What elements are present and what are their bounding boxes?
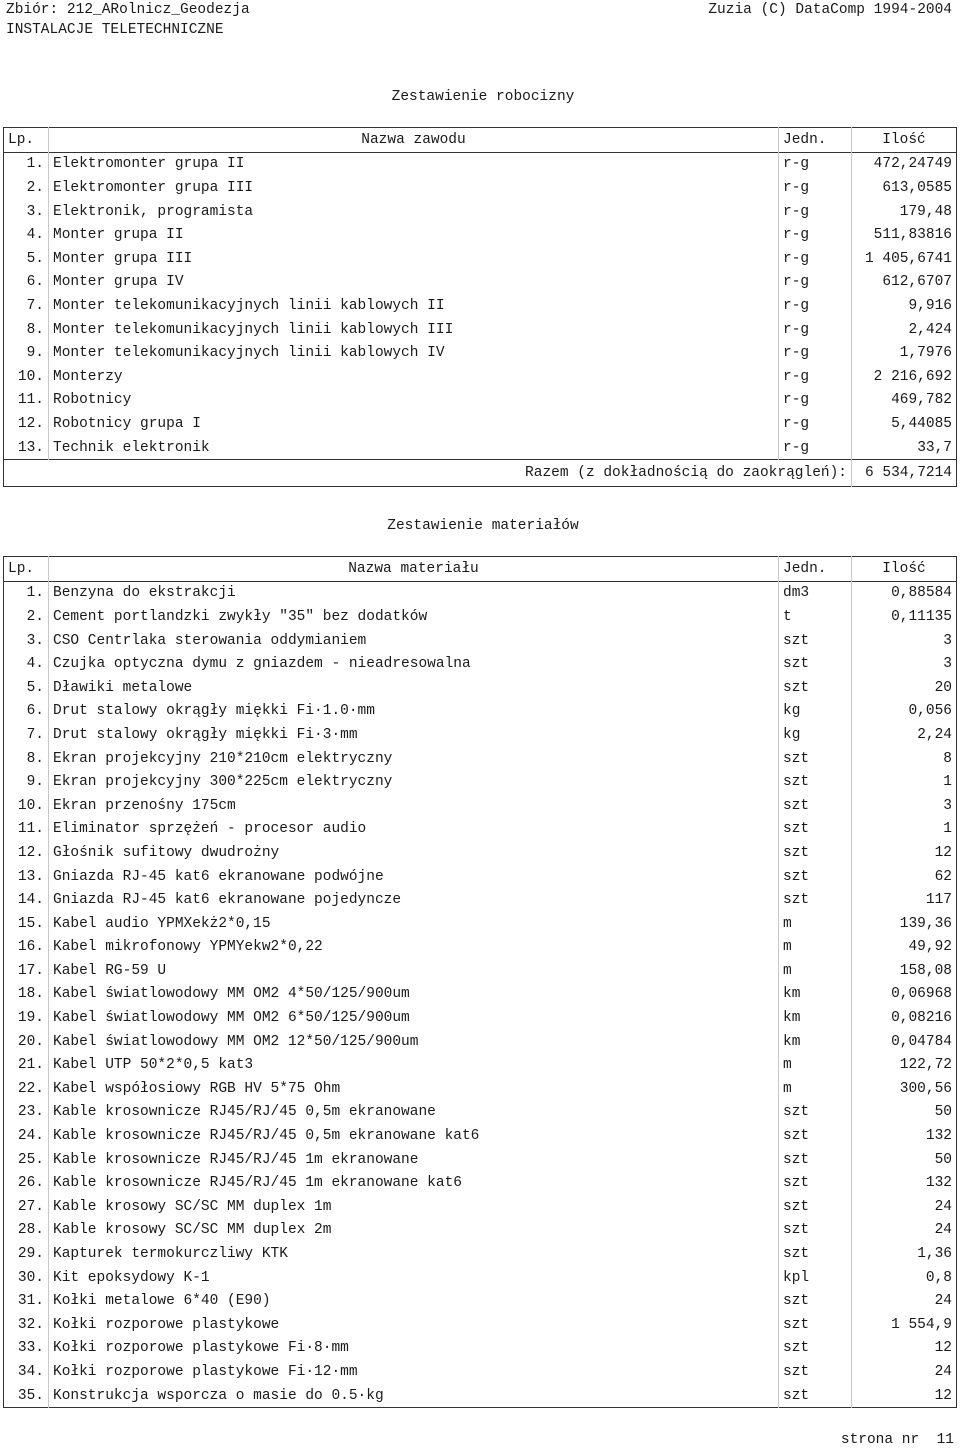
row-lp: 26.: [4, 1171, 49, 1195]
row-name: Kable krosownicze RJ45/RJ/45 0,5m ekranowane kat6: [53, 1128, 480, 1145]
row-name: Kabel światlowodowy MM OM2 4*50/125/900um: [53, 986, 410, 1003]
row-unit: r-g: [779, 271, 852, 295]
row-name: Ekran projekcyjny 300*225cm elektryczny: [53, 774, 393, 791]
row-name: Ekran przenośny 175cm: [53, 797, 236, 814]
table-row: [4, 865, 957, 889]
row-unit: m: [779, 1053, 852, 1077]
table-row: [4, 271, 957, 295]
row-qty: 12: [934, 1340, 952, 1357]
row-lp: 4.: [4, 652, 49, 676]
row-qty: 12: [934, 844, 952, 861]
row-lp: 27.: [4, 1195, 49, 1219]
table-row: [4, 1242, 957, 1266]
total-label: Razem (z dokładnością do zaokrągleń):: [4, 460, 852, 487]
table-row: [4, 676, 957, 700]
row-name: Monter grupa III: [53, 250, 193, 267]
row-lp: 13.: [4, 436, 49, 460]
row-name: Monterzy: [53, 368, 123, 385]
row-qty: 49,92: [908, 939, 952, 956]
col-unit: Jedn.: [779, 128, 852, 153]
row-unit: szt: [779, 1195, 852, 1219]
row-unit: szt: [779, 1171, 852, 1195]
table-row: [4, 605, 957, 629]
row-unit: szt: [779, 652, 852, 676]
row-qty: 179,48: [899, 203, 952, 220]
row-name: Głośnik sufitowy dwudrożny: [53, 844, 280, 861]
row-qty: 132: [925, 1175, 952, 1192]
table-row: [4, 1195, 957, 1219]
row-qty: 1,36: [917, 1246, 952, 1263]
row-unit: t: [779, 605, 852, 629]
row-unit: szt: [779, 629, 852, 653]
row-unit: r-g: [779, 412, 852, 436]
row-name: Kołki rozporowe plastykowe: [53, 1316, 280, 1333]
row-lp: 15.: [4, 912, 49, 936]
row-lp: 17.: [4, 959, 49, 983]
table-row: [4, 959, 957, 983]
row-name: Benzyna do ekstrakcji: [53, 585, 236, 602]
row-unit: szt: [779, 794, 852, 818]
row-unit: km: [779, 1006, 852, 1030]
total-value: 6 534,7214: [864, 465, 952, 482]
table-row: [4, 1289, 957, 1313]
table-row: [4, 389, 957, 413]
row-name: Technik elektronik: [53, 439, 210, 456]
row-unit: szt: [779, 818, 852, 842]
row-unit: r-g: [779, 341, 852, 365]
table-row: [4, 770, 957, 794]
row-qty: 2,24: [917, 726, 952, 743]
row-lp: 16.: [4, 936, 49, 960]
row-name: Monter grupa IV: [53, 274, 184, 291]
document-header-right: [708, 0, 952, 20]
row-name: Cement portlandzki zwykły "35" bez dodatków: [53, 608, 428, 625]
table-row: [4, 888, 957, 912]
row-qty: 33,7: [917, 439, 952, 456]
col-unit: Jedn.: [779, 557, 852, 582]
row-name: Kabel światlowodowy MM OM2 12*50/125/900um: [53, 1033, 419, 1050]
row-unit: r-g: [779, 318, 852, 342]
row-lp: 14.: [4, 888, 49, 912]
table-row: [4, 1148, 957, 1172]
row-qty: 1: [943, 821, 952, 838]
row-lp: 6.: [4, 700, 49, 724]
row-qty: 24: [934, 1198, 952, 1215]
table-row: [4, 794, 957, 818]
row-name: Robotnicy: [53, 392, 132, 409]
row-qty: 2,424: [908, 321, 952, 338]
row-unit: m: [779, 1077, 852, 1101]
row-unit: szt: [779, 676, 852, 700]
row-lp: 3.: [4, 200, 49, 224]
row-name: Kołki rozporowe plastykowe Fi·12·mm: [53, 1363, 358, 1380]
table-row: [4, 723, 957, 747]
row-qty: 3: [943, 797, 952, 814]
table-row: [4, 841, 957, 865]
row-lp: 35.: [4, 1384, 49, 1408]
row-name: Kabel mikrofonowy YPMYekw2*0,22: [53, 939, 323, 956]
table-row: [4, 294, 957, 318]
row-unit: szt: [779, 1148, 852, 1172]
row-qty: 20: [934, 679, 952, 696]
row-name: Kabel audio YPMXekż2*0,15: [53, 915, 271, 932]
row-name: Eliminator sprzężeń - procesor audio: [53, 821, 367, 838]
row-lp: 21.: [4, 1053, 49, 1077]
row-lp: 2.: [4, 176, 49, 200]
row-lp: 5.: [4, 676, 49, 700]
table-row: [4, 223, 957, 247]
row-lp: 22.: [4, 1077, 49, 1101]
labor-rows: [4, 152, 957, 460]
row-lp: 18.: [4, 983, 49, 1007]
row-name: Kable krosowy SC/SC MM duplex 1m: [53, 1198, 332, 1215]
row-name: Kapturek termokurczliwy KTK: [53, 1246, 288, 1263]
row-unit: dm3: [779, 581, 852, 605]
row-unit: m: [779, 912, 852, 936]
materials-table: [3, 556, 957, 1408]
col-lp: Lp.: [4, 128, 49, 153]
row-name: Gniazda RJ-45 kat6 ekranowane podwójne: [53, 868, 384, 885]
row-qty: 1 405,6741: [864, 250, 952, 267]
row-qty: 1: [943, 774, 952, 791]
row-lp: 32.: [4, 1313, 49, 1337]
row-qty: 0,11135: [891, 608, 952, 625]
row-lp: 20.: [4, 1030, 49, 1054]
row-lp: 9.: [4, 770, 49, 794]
row-lp: 34.: [4, 1360, 49, 1384]
labor-total-row: [4, 460, 957, 487]
row-name: Czujka optyczna dymu z gniazdem - nieadresowalna: [53, 656, 471, 673]
row-lp: 5.: [4, 247, 49, 271]
row-unit: szt: [779, 1219, 852, 1243]
table-row: [4, 200, 957, 224]
table-row: [4, 1266, 957, 1290]
row-name: Kabel współosiowy RGB HV 5*75 Ohm: [53, 1080, 341, 1097]
row-unit: szt: [779, 888, 852, 912]
row-lp: 7.: [4, 723, 49, 747]
row-name: Kołki metalowe 6*40 (E90): [53, 1293, 271, 1310]
table-row: [4, 1171, 957, 1195]
row-lp: 31.: [4, 1289, 49, 1313]
row-name: Kable krosownicze RJ45/RJ/45 1m ekranowane: [53, 1151, 419, 1168]
table-row: [4, 747, 957, 771]
row-lp: 24.: [4, 1124, 49, 1148]
row-lp: 11.: [4, 818, 49, 842]
row-lp: 1.: [4, 581, 49, 605]
col-lp: Lp.: [4, 557, 49, 582]
row-unit: szt: [779, 1384, 852, 1408]
row-qty: 24: [934, 1222, 952, 1239]
table-row: [4, 1101, 957, 1125]
row-name: CSO Centrlaka sterowania oddymianiem: [53, 632, 367, 649]
row-qty: 612,6707: [882, 274, 952, 291]
row-qty: 3: [943, 656, 952, 673]
row-unit: szt: [779, 1289, 852, 1313]
table-row: [4, 818, 957, 842]
row-qty: 0,06968: [891, 986, 952, 1003]
row-name: Drut stalowy okrągły miękki Fi·1.0·mm: [53, 703, 375, 720]
row-unit: km: [779, 1030, 852, 1054]
table-row: [4, 1337, 957, 1361]
row-unit: r-g: [779, 365, 852, 389]
page-number: strona nr 11: [840, 1432, 954, 1448]
row-qty: 9,916: [908, 297, 952, 314]
row-unit: r-g: [779, 223, 852, 247]
table-row: [4, 365, 957, 389]
row-qty: 0,8: [925, 1269, 952, 1286]
row-unit: r-g: [779, 294, 852, 318]
table-row: [4, 1384, 957, 1408]
row-name: Monter telekomunikacyjnych linii kablowych III: [53, 321, 454, 338]
row-name: Kit epoksydowy K-1: [53, 1269, 210, 1286]
table-row: [4, 152, 957, 176]
row-qty: 1,7976: [899, 345, 952, 362]
row-lp: 33.: [4, 1337, 49, 1361]
table-row: [4, 1053, 957, 1077]
row-unit: r-g: [779, 247, 852, 271]
table-row: [4, 341, 957, 365]
row-qty: 50: [934, 1151, 952, 1168]
row-qty: 50: [934, 1104, 952, 1121]
row-name: Kable krosownicze RJ45/RJ/45 1m ekranowane kat6: [53, 1175, 462, 1192]
row-lp: 4.: [4, 223, 49, 247]
labor-header-row: [4, 128, 957, 153]
row-lp: 29.: [4, 1242, 49, 1266]
software-credit: Zuzia (C) DataComp 1994-2004: [708, 2, 952, 18]
row-qty: 613,0585: [882, 179, 952, 196]
row-lp: 12.: [4, 412, 49, 436]
row-name: Elektronik, programista: [53, 203, 254, 220]
table-row: [4, 176, 957, 200]
row-name: Kable krosowy SC/SC MM duplex 2m: [53, 1222, 332, 1239]
table-row: [4, 1077, 957, 1101]
row-lp: 13.: [4, 865, 49, 889]
row-qty: 139,36: [899, 915, 952, 932]
row-name: Kołki rozporowe plastykowe Fi·8·mm: [53, 1340, 349, 1357]
row-unit: kg: [779, 700, 852, 724]
row-unit: km: [779, 983, 852, 1007]
collection-name: Zbiór: 212_ARolnicz_Geodezja: [6, 2, 250, 18]
row-qty: 1 554,9: [891, 1316, 952, 1333]
row-qty: 3: [943, 632, 952, 649]
table-row: [4, 318, 957, 342]
table-row: [4, 1030, 957, 1054]
row-lp: 3.: [4, 629, 49, 653]
row-lp: 30.: [4, 1266, 49, 1290]
row-unit: szt: [779, 1124, 852, 1148]
row-lp: 1.: [4, 152, 49, 176]
row-lp: 2.: [4, 605, 49, 629]
row-qty: 0,056: [908, 703, 952, 720]
row-lp: 28.: [4, 1219, 49, 1243]
row-qty: 511,83816: [873, 227, 952, 244]
table-row: [4, 983, 957, 1007]
row-qty: 0,04784: [891, 1033, 952, 1050]
table-row: [4, 652, 957, 676]
row-name: Konstrukcja wsporcza o masie do 0.5·kg: [53, 1387, 384, 1404]
row-qty: 117: [925, 892, 952, 909]
row-unit: m: [779, 936, 852, 960]
row-lp: 10.: [4, 794, 49, 818]
row-unit: szt: [779, 770, 852, 794]
row-unit: kpl: [779, 1266, 852, 1290]
col-name: Nazwa materiału: [348, 560, 479, 577]
row-lp: 23.: [4, 1101, 49, 1125]
row-qty: 300,56: [899, 1080, 952, 1097]
row-lp: 10.: [4, 365, 49, 389]
labor-title: Zestawienie robocizny: [391, 89, 575, 105]
row-lp: 7.: [4, 294, 49, 318]
row-unit: szt: [779, 1242, 852, 1266]
row-lp: 11.: [4, 389, 49, 413]
row-name: Robotnicy grupa I: [53, 415, 201, 432]
row-lp: 9.: [4, 341, 49, 365]
row-unit: szt: [779, 1101, 852, 1125]
row-unit: szt: [779, 1337, 852, 1361]
row-unit: szt: [779, 865, 852, 889]
table-row: [4, 1219, 957, 1243]
materials-header-row: [4, 557, 957, 582]
row-unit: szt: [779, 747, 852, 771]
table-row: [4, 1006, 957, 1030]
row-lp: 12.: [4, 841, 49, 865]
document-header-left: [6, 0, 250, 40]
table-row: [4, 1124, 957, 1148]
row-name: Elektromonter grupa II: [53, 156, 245, 173]
row-unit: r-g: [779, 436, 852, 460]
table-row: [4, 1360, 957, 1384]
table-row: [4, 581, 957, 605]
row-name: Kabel RG-59 U: [53, 962, 167, 979]
row-name: Monter telekomunikacyjnych linii kablowych IV: [53, 345, 445, 362]
table-row: [4, 912, 957, 936]
row-qty: 62: [934, 868, 952, 885]
col-qty: Ilość: [882, 131, 926, 148]
table-row: [4, 700, 957, 724]
row-qty: 0,08216: [891, 1010, 952, 1027]
row-unit: szt: [779, 1360, 852, 1384]
col-name: Nazwa zawodu: [361, 131, 466, 148]
table-row: [4, 629, 957, 653]
materials-title: Zestawienie materiałów: [387, 518, 579, 534]
row-qty: 12: [934, 1387, 952, 1404]
row-qty: 132: [925, 1128, 952, 1145]
row-qty: 5,44085: [891, 415, 952, 432]
row-qty: 0,88584: [891, 585, 952, 602]
row-name: Kable krosownicze RJ45/RJ/45 0,5m ekranowane: [53, 1104, 436, 1121]
row-unit: m: [779, 959, 852, 983]
col-qty: Ilość: [882, 560, 926, 577]
row-name: Drut stalowy okrągły miękki Fi·3·mm: [53, 726, 358, 743]
row-unit: r-g: [779, 389, 852, 413]
row-name: Elektromonter grupa III: [53, 179, 254, 196]
row-unit: r-g: [779, 176, 852, 200]
row-qty: 122,72: [899, 1057, 952, 1074]
row-lp: 8.: [4, 318, 49, 342]
row-name: Kabel UTP 50*2*0,5 kat3: [53, 1057, 254, 1074]
row-unit: szt: [779, 1313, 852, 1337]
row-lp: 8.: [4, 747, 49, 771]
table-row: [4, 936, 957, 960]
row-lp: 6.: [4, 271, 49, 295]
table-row: [4, 247, 957, 271]
table-row: [4, 412, 957, 436]
row-name: Monter grupa II: [53, 227, 184, 244]
row-qty: 158,08: [899, 962, 952, 979]
row-qty: 472,24749: [873, 156, 952, 173]
row-unit: r-g: [779, 152, 852, 176]
row-name: Ekran projekcyjny 210*210cm elektryczny: [53, 750, 393, 767]
table-row: [4, 436, 957, 460]
row-qty: 24: [934, 1293, 952, 1310]
labor-table: [3, 127, 957, 487]
row-lp: 19.: [4, 1006, 49, 1030]
row-name: Dławiki metalowe: [53, 679, 193, 696]
section-name: INSTALACJE TELETECHNICZNE: [6, 22, 224, 38]
row-name: Monter telekomunikacyjnych linii kablowych II: [53, 297, 445, 314]
row-unit: r-g: [779, 200, 852, 224]
row-lp: 25.: [4, 1148, 49, 1172]
row-unit: kg: [779, 723, 852, 747]
row-name: Gniazda RJ-45 kat6 ekranowane pojedyncze: [53, 892, 402, 909]
table-row: [4, 1313, 957, 1337]
row-qty: 2 216,692: [873, 368, 952, 385]
row-qty: 8: [943, 750, 952, 767]
materials-rows: [4, 581, 957, 1408]
row-qty: 469,782: [891, 392, 952, 409]
row-unit: szt: [779, 841, 852, 865]
row-name: Kabel światlowodowy MM OM2 6*50/125/900um: [53, 1010, 410, 1027]
row-qty: 24: [934, 1363, 952, 1380]
